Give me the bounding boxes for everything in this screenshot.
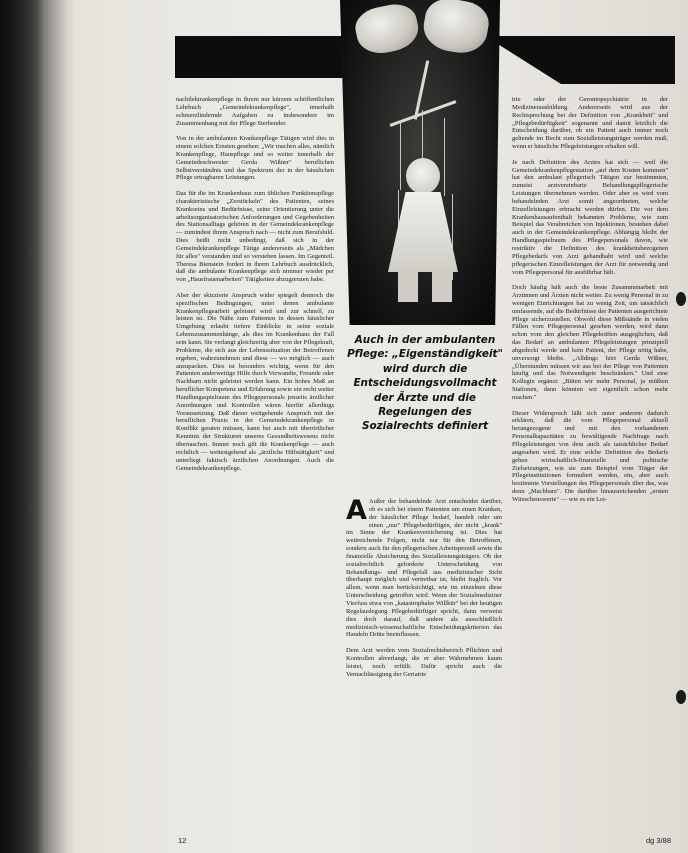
puppet-string (400, 120, 401, 190)
binding-shadow (46, 0, 76, 853)
article-paragraph: Das für die im Krankenhaus zum üblichen Funktionspflege charakteristische „Zerstückeln" des Patienten, seines Krankseins und Bedürfnisse, seine Orientierung unter die arbeitsorganisatorischen Anforderungen und Gegebenheiten des Stationsalltags gehören in der Gemeindekrankenpflege — zumindest ihrem Anspruch nach — nicht zum Berufsbild. Dies heißt nicht unbedingt, daß sich in der Gemeindekrankenpflege Tätige andererseits als „Mädchen für alles" verstanden und so verstehen lassen. Im Gegenteil. Theresa Bienstein fordert in ihrem Lehrbuch ausdrücklich, daß die ambulante Krankenpflege sich nimmer wieder per von „Hausfrauenarbeiten" Tätigkeiten abzugrenzen habe. (176, 190, 334, 284)
article-paragraph: Doch häufig hält auch die beste Zusammenarbeit mit Arztinnen und Ärzten nicht weiter. Zu wenig Personal in zu wenigen Einrichtungen hat zu wenig Zeit, um tatsächlich umfassende, auf die Bedürfnisse der Patienten ausgerichtete Pflege sicherzustellen. Obwohl diese Mißstände in vielen Fällen vom Pflegepersonal gesehen werden, wird dann schon vom den gleichen Pflegekräften ausgeglichen, daß das Bedarf an ambulanten Pflegeleistungen prinzipiell abgedeckt werde und kein Patient, der Pflege nötig habe, unversorgt bleibe. „Alldings hört Gerda Wißner, „Überstunden müssen wir aus bei der Pflege von Patienten häufig und das Notwendigste beschränken." Und eine Kollegin ergänzt: „Bitten wir mehr Personal, ja müßten Stationen, dann könnten wir eigentlich schon mehr machen." (512, 284, 668, 401)
puppet-head (406, 158, 440, 194)
scan-edge-mark (676, 690, 686, 704)
article-paragraph-text: Außer der behandelnde Arzt entscheidet darüber, ob es sich bei einem Patienten um einen Kranken, der häuslicher Pflege bedarf, handelt oder um einen „nur" Pflegebedürftigen, der nicht „krank" im Sinne der Krankenversicherung ist. Dies hat weitreichende Folgen, nicht nur für den Betroffenen, sondern auch für den pflegerischen Arbeitsprozeß sowie die finanzielle Absicherung des Sozialleistungsträgers. Ob der sozialrechtlich geforderte Unterscheidung von Behandlungs- und Pflegefall aus medizinischer Sicht überhaupt möglich und vertretbar ist, bleibt fraglich. Vor allem, wenn man berücksichtigt, wie im einzelnen diese Unterscheidung getroffen wird. Wenn der Sozialmediziner Vierfuss etwa von „katastrophaler Willkür" bei der heutigen Regelauslegung Pflegebedürftiger spricht, dann verweist dies doch darauf, daß andere als ausschließlich medizinisch-wissenschaftliche Entscheidungskriterien das Handeln Dritte beeinflussen. (346, 498, 502, 639)
article-paragraph: Von in der ambulanten Krankenpflege Tätigen wird dies in einem solchen Ernsten gesehen: „Wir machen alles, nämlich Krankenpflege, Hauspflege und so weiter innerhalb der Gemeindeschwester Gerda Wißner" beruflichen Selbstverständnis und das Spektrum der in der häuslichen Pflege ertragbaren Leistungen. (176, 135, 334, 182)
header-black-wedge (485, 36, 675, 84)
header-black-bar (175, 36, 343, 78)
article-paragraph (346, 498, 502, 639)
article-paragraph: nachilektrankenpflege in ihrem nur kürzem schöffentlichen Lehrbuch „Gemeindekrankenpflege", innerhalb schmerzlindernde Aufgaben zu insbesondere im Zusammenhang mit der Pflege Sterbender. (176, 96, 334, 127)
article-paragraph: Dem Arzt werden vom Sozialrechtsbereich Pflichten und Kontrollen abverlangt, die er aber Wahrnehmen kaum leistet, noch erfüllt. Dafür spricht auch die Vernachlässigung der Geriatrie (346, 646, 502, 678)
marionette-photo (340, 0, 500, 325)
article-paragraph: Je nach Definition des Arztes hat sich — weil die Gemeindekrankenpflegestation „auf dem Kosten kommen" hat den ambulant pflegerisch Tätigen zur bestimmten, zumeist arztvereinbarte Behandlungspflegerische Leistungen übernehmen werden. Oder aber es wird vom behandelnden Arzt somit angeordneten, welche Einzelleistungen erbracht werden dürfen. Die vor dem Krankenhausaufenthalt bekannten Probleme, wie zum Beispiel das Verabreichen von Injektionen, bestehen dabei auch in der Gemeindekrankenpflege. Abhängig bleibt der Handlungsspielraum des Pflegepersonals davon, wie restriktiv die Definition des krankheitsbezogenen Pflegebedarfs von Arzt gehandhabt wird und welche pflegerischen Einzelleistungen der Arzt für notwendig und vom Pflegepersonal für ausführbar hält. (512, 158, 668, 276)
hand-right (420, 0, 492, 57)
page-binding (0, 0, 46, 853)
article-paragraph: trie oder der Gerontopsychiatrie in der Medizinerausbildung. Andererseits wird aus der Rechtsprechung bei der Definition von „Krankheit" und „Pflegebedürftigkeit" sogenannt und damit letztlich die Entscheidung darüber, ob ein Patient auch immer noch geltende im Recht zum Sozialleistungsträger werden muß, wenn er häusliche Pflegeleistungen erhalten will. (512, 96, 668, 151)
article-column-middle (346, 498, 502, 836)
drop-cap: A (346, 498, 367, 526)
page-number: 12 (178, 836, 187, 845)
article-column-right (512, 96, 668, 836)
article-paragraph: Dieser Widerspruch läßt sich unter anderem dadurch erklären, daß die vom Pflegepersonal aktuell herangezogene und mit den vorhandenen Personalkapazitäten zu bewältigende Nachfrage nach Pflegeleistungen von dem auch als tatsächlicher Bedarf angesehen wird. Er eine solche Definition des Bedarfs gehen wirtschaftlich-finanzielle und politische Zielsetzungen, wie sie zum Beispiel vom Träger der Pflegeinstitutionen formuliert werden, ein, aber auch bestimmte Vorstellungen des Pflegepersonals über das, was denn „Machbare". Die darüber hinausreichenden „ersten Wünschenswerte" — wie es ein Lei- (512, 409, 668, 503)
article-paragraph: Aber der skizzierte Anspruch wider spiegelt dennoch die spezifischen Bedingungen, unter denen ambulante Krankenpflegearbeit geleistet wird und zur schnell, zu leisten ist. Die Nähe zum Patienten in dessen häuslicher Umgebung erlaubt tiefere Einblicke in seine soziale Lebenszusammenhänge, als dies im Krankenhaus der Fall sein kann. Sie verlangt gleichzeitig aber von der Pflegekraft, Probleme, die sich aus der Lebenssituation der Betroffenen ergeben, wahrzunehmen und diese — wo möglich — auch anzupacken. Dies ist besonders wichtig, wenn für den Patienten anderweitige Hilfe durch Verwandte, Freunde oder Nachbarn nicht geleistet werden kann. Ein hohes Maß an beruflicher Kompetenz und Erfahrung sowie ein recht weiter Handlungsspielraum des Pflegepersonals jenseits ärztlicher Anordnungen und Kontrollen wären hierfür allerdings Voraussetzung. Daß dieser weitgehende Anspruch mit der beruflichen Praxis in der Gemeindekrankenpflege in Konflikt geraten müssen, kann bei auch mit überörtlicher Kenntnis der Strukturen unseres Gesundheitswesens nicht überraschen. Immer noch gilt die Krankenpflege — auch rechtlich — weitestgehend als „ärztliche Hilfstätigkeit" und unterliegt faktisch ärztlichen Anordnungen. Auch die Gemeindekrankenpflege. (176, 291, 334, 472)
scan-edge-mark (676, 292, 686, 306)
puppet-string (444, 118, 445, 196)
article-column-left (176, 96, 334, 816)
puppet-legs (398, 270, 452, 302)
issue-label: dg 3/88 (646, 836, 672, 845)
puppet-string (422, 110, 423, 160)
hand-left (352, 0, 422, 58)
pull-quote: Auch in der ambulanten Pflege: „Eigenständigkeit" wird durch die Entscheidungsvollmacht der Ärzte und die Regelungen des Sozialrechts definiert (347, 334, 503, 433)
